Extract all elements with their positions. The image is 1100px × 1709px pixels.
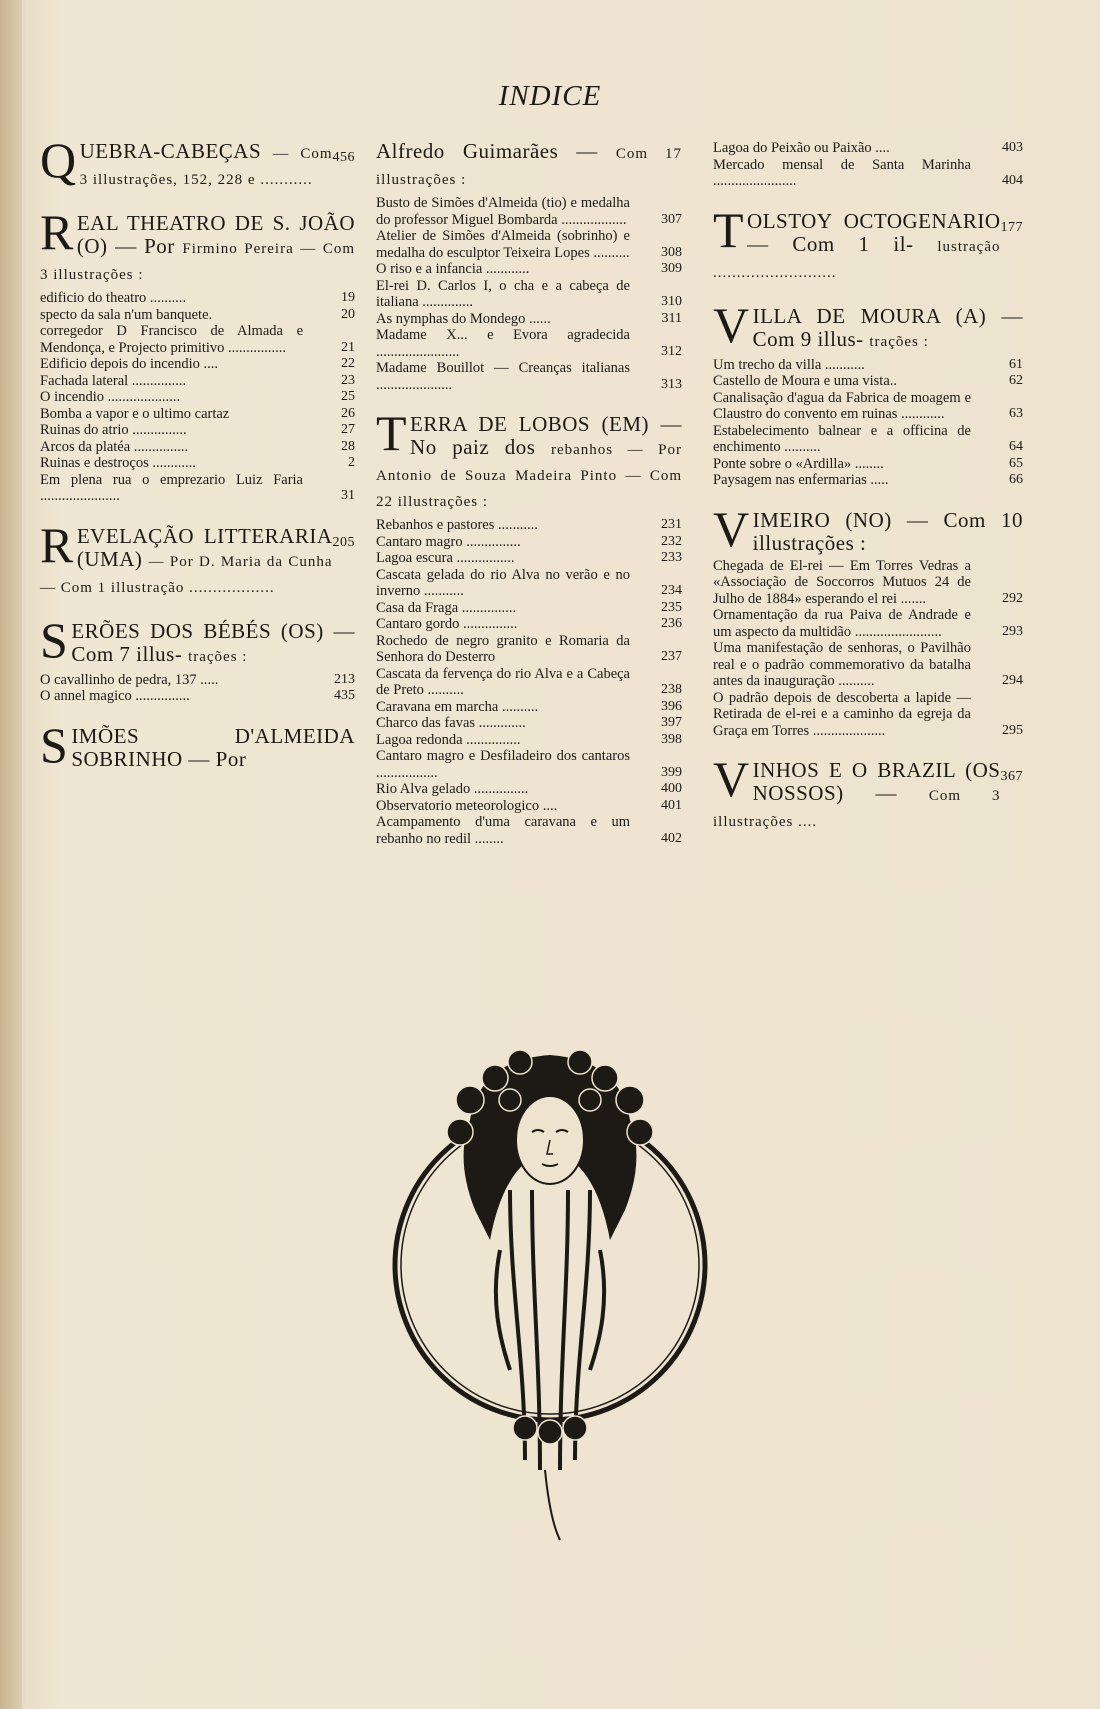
list-item: [713, 472, 1023, 489]
entry-title: EVELAÇÃO LITTERARIA (UMA): [76, 523, 333, 571]
item-text: Cantaro magro e Desfiladeiro dos cantaros .................: [376, 748, 630, 781]
illustration-list: [40, 290, 355, 505]
item-page-number: 31: [341, 488, 355, 503]
item-text: Lagoa escura ................: [376, 550, 515, 566]
item-text: Chegada de El-rei — Em Torres Vedras a «Associação de Soccorros Mutuos 24 de Julho de 1884» esperando el rei .......: [713, 557, 971, 607]
item-page-number: 232: [661, 533, 682, 549]
item-page-number: 295: [1002, 722, 1023, 738]
list-item: [713, 607, 1023, 640]
list-item: [40, 455, 355, 472]
item-page-number: 213: [334, 671, 355, 687]
item-page-number: 402: [661, 830, 682, 846]
entry-heading: [376, 405, 682, 514]
column-3: [713, 140, 1023, 854]
index-entry: [40, 611, 355, 705]
index-entry: [713, 140, 1023, 190]
item-text: As nymphas do Mondego ......: [376, 310, 551, 327]
entry-heading: [713, 201, 1023, 285]
list-item: [376, 534, 682, 551]
list-item: [713, 690, 1023, 740]
list-item: [40, 472, 355, 505]
entry-heading: [40, 516, 355, 600]
index-entry: [713, 296, 1023, 489]
item-text: Madame Bouillot — Creanças italianas .....................: [376, 360, 630, 393]
drop-initial: R: [40, 204, 74, 260]
item-text: Ponte sobre o «Ardilla» ........: [713, 455, 884, 472]
item-page-number: 403: [1002, 140, 1023, 155]
entry-title: IMÕES D'ALMEIDA SOBRINHO — Por: [71, 723, 355, 771]
item-page-number: 66: [1009, 472, 1023, 487]
item-text: Rio Alva gelado ...............: [376, 781, 529, 797]
index-entry: [376, 405, 682, 847]
item-page-number: 231: [661, 517, 682, 532]
item-page-number: 62: [1009, 373, 1023, 388]
item-page-number: 19: [341, 290, 355, 305]
item-page-number: 26: [341, 405, 355, 421]
drop-initial: V: [713, 500, 750, 557]
item-page-number: 310: [661, 294, 682, 309]
item-text: Ruinas e destroços ............: [40, 455, 196, 471]
illustration-list: [713, 140, 1023, 190]
entry-heading: [40, 716, 355, 773]
item-page-number: 399: [661, 764, 682, 780]
item-text: Bomba a vapor e o ultimo cartaz: [40, 405, 230, 422]
item-page-number: 398: [661, 731, 682, 747]
item-text: Acampamento d'uma caravana e um rebanho no redil ........: [376, 814, 630, 847]
item-text: Atelier de Simões d'Almeida (sobrinho) e medalha do esculptor Teixeira Lopes ..........: [376, 228, 630, 261]
illustration-list: [376, 517, 682, 847]
entry-page-number: 456: [332, 150, 355, 165]
entry-title: INHOS E O BRAZIL (OS NOSSOS) —: [752, 758, 1001, 805]
drop-initial: S: [40, 716, 69, 773]
item-text: Rochedo de negro granito e Romaria da Senhora do Desterro: [376, 632, 630, 665]
list-item: [40, 307, 355, 324]
item-text: O riso e a infancia ............: [376, 261, 530, 277]
entry-page-number: 367: [1000, 769, 1023, 784]
item-text: Caravana em marcha ..........: [376, 698, 539, 715]
list-item: [40, 439, 355, 456]
item-page-number: 23: [341, 372, 355, 388]
index-entry: [40, 516, 355, 600]
list-item: [376, 781, 682, 798]
item-text: Arcos da platéa ...............: [40, 438, 189, 455]
page-title: INDICE: [498, 80, 602, 112]
item-text: Paysagem nas enfermarias .....: [713, 472, 889, 488]
item-text: edificio do theatro ..........: [40, 290, 187, 306]
entry-title: ERÕES DOS BÉBÉS (OS) — Com 7 illus-: [71, 618, 355, 666]
item-text: Ornamentação da rua Paiva de Andrade e um aspecto da multidão ........................: [713, 607, 971, 640]
list-item: [40, 323, 355, 356]
item-text: Rebanhos e pastores ...........: [376, 517, 538, 533]
item-text: Edificio depois do incendio ....: [40, 356, 218, 372]
item-text: Mercado mensal de Santa Marinha .......................: [713, 156, 971, 189]
item-page-number: 64: [1009, 439, 1023, 454]
item-page-number: 435: [334, 688, 355, 703]
item-page-number: 313: [661, 376, 682, 392]
entry-title: ILLA DE MOURA (A) — Com 9 illus-: [752, 303, 1023, 351]
item-text: Charco das favas .............: [376, 715, 526, 731]
index-entry: [40, 132, 355, 192]
illustration-list: [713, 357, 1023, 489]
entry-subtitle: — Com 3 illustrações, 152, 228 e ...........: [79, 146, 333, 188]
list-item: [376, 517, 682, 534]
list-item: [713, 423, 1023, 456]
list-item: [713, 640, 1023, 690]
item-page-number: 22: [341, 356, 355, 371]
list-item: [40, 406, 355, 423]
item-page-number: 235: [661, 599, 682, 615]
entry-subtitle: trações :: [869, 333, 929, 350]
list-item: [713, 357, 1023, 374]
item-text: Busto de Simões d'Almeida (tio) e medalha do professor Miguel Bombarda ..................: [376, 195, 630, 228]
item-text: Em plena rua o emprezario Luiz Faria ......................: [40, 471, 303, 504]
item-page-number: 28: [341, 438, 355, 454]
entry-page-number: 205: [332, 534, 355, 550]
list-item: [713, 157, 1023, 190]
item-page-number: 61: [1009, 356, 1023, 372]
list-item: [376, 715, 682, 732]
drop-initial: T: [376, 405, 408, 461]
list-item: [376, 327, 682, 360]
list-item: [376, 550, 682, 567]
drop-initial: S: [40, 611, 69, 668]
item-text: Canalisação d'agua da Fabrica de moagem e Claustro do convento em ruinas ............: [713, 389, 971, 422]
list-item: [713, 558, 1023, 608]
index-entry: [713, 201, 1023, 285]
index-entry: [40, 204, 356, 505]
item-text: Lagoa do Peixão ou Paixão ....: [713, 140, 890, 156]
index-entry: [40, 716, 355, 773]
drop-initial: R: [40, 516, 74, 573]
item-text: El-rei D. Carlos I, o cha e a cabeça de italiana ..............: [376, 277, 630, 310]
list-item: [376, 798, 682, 815]
item-page-number: 292: [1002, 590, 1023, 606]
entry-title: EAL THEATRO DE S. JOÃO (O) — Por: [76, 211, 355, 258]
item-page-number: 308: [661, 244, 682, 260]
entry-subtitle: — Por D. Maria da Cunha — Com 1 illustração ..................: [40, 553, 333, 596]
illustration-list: [40, 672, 355, 705]
list-item: [376, 666, 682, 699]
item-text: O incendio ....................: [40, 389, 181, 405]
item-page-number: 401: [661, 797, 682, 813]
entry-subtitle: Firmino Pereira — Com 3 illustrações :: [40, 241, 356, 283]
item-text: Uma manifestação de senhoras, o Pavilhão real e o padrão commemorativo da batalha antes da inauguração ..........: [713, 640, 971, 689]
item-text: Cantaro magro ...............: [376, 533, 521, 550]
item-page-number: 309: [661, 261, 682, 276]
item-page-number: 236: [661, 616, 682, 631]
art-nouveau-ornament: [360, 1040, 740, 1550]
list-item: [376, 228, 682, 261]
item-page-number: 238: [661, 682, 682, 697]
entry-title: IMEIRO (NO) — Com 10 illustrações :: [752, 507, 1023, 555]
list-item: [40, 373, 355, 390]
column-1: [40, 132, 356, 791]
index-entry: [713, 751, 1023, 834]
entry-subtitle: Com 3 illustrações ....: [713, 788, 1001, 830]
item-page-number: 237: [661, 649, 682, 664]
drop-initial: Q: [40, 132, 77, 188]
entry-title: Alfredo Guimarães —: [376, 139, 598, 163]
list-item: [40, 356, 355, 373]
item-page-number: 20: [341, 306, 355, 322]
item-text: Cascata gelada do rio Alva no verão e no inverno ...........: [376, 566, 630, 599]
item-text: Madame X... e Evora agradecida .......................: [376, 327, 630, 360]
entry-title: UEBRA-CABEÇAS: [79, 139, 262, 163]
item-page-number: 404: [1002, 173, 1023, 188]
item-page-number: 293: [1002, 623, 1023, 639]
list-item: [376, 261, 682, 278]
list-item: [713, 456, 1023, 473]
item-text: specto da sala n'um banquete.: [40, 306, 213, 323]
binding-edge: [0, 0, 22, 1709]
list-item: [376, 360, 682, 393]
item-text: Ruinas do atrio ...............: [40, 422, 187, 438]
entry-title: ERRA DE LOBOS (EM) — No paiz dos: [410, 412, 682, 459]
list-item: [40, 672, 355, 689]
item-text: O cavallinho de pedra, 137 .....: [40, 671, 219, 688]
list-item: [376, 567, 682, 600]
item-text: corregedor D Francisco de Almada e Mendonça, e Projecto primitivo ................: [40, 323, 303, 356]
illustration-list: [713, 558, 1023, 740]
entry-heading: [40, 132, 355, 192]
item-text: O padrão depois de descoberta a lapide — Retirada de el-rei e a caminho da egreja da Graça em Torres ....................: [713, 689, 971, 739]
item-text: Cantaro gordo ...............: [376, 616, 518, 632]
item-page-number: 2: [348, 455, 355, 470]
item-text: Casa da Fraga ...............: [376, 599, 517, 616]
item-page-number: 312: [661, 343, 682, 359]
entry-page-number: 177: [1000, 219, 1023, 235]
item-text: Castello de Moura e uma vista..: [713, 373, 898, 389]
list-item: [40, 389, 355, 406]
list-item: [40, 688, 355, 705]
item-page-number: 307: [661, 211, 682, 227]
item-text: Estabelecimento balnear e a officina de enchimento ..........: [713, 422, 971, 455]
item-text: Um trecho da villa ...........: [713, 356, 865, 373]
item-page-number: 400: [661, 781, 682, 796]
entry-heading: [713, 751, 1023, 834]
entry-subtitle: trações :: [188, 648, 248, 665]
item-page-number: 397: [661, 715, 682, 730]
item-page-number: 234: [661, 583, 682, 598]
item-page-number: 27: [341, 422, 355, 437]
illustration-list: [376, 195, 682, 393]
column-2: [376, 140, 682, 867]
item-page-number: 63: [1009, 406, 1023, 421]
list-item: [376, 699, 682, 716]
item-text: Fachada lateral ...............: [40, 372, 187, 389]
item-page-number: 25: [341, 389, 355, 404]
entry-heading: [40, 204, 356, 287]
entry-subtitle: lustração ..........................: [713, 238, 1001, 281]
item-page-number: 21: [341, 339, 355, 355]
list-item: [713, 373, 1023, 390]
entry-heading: [40, 611, 355, 669]
entry-subtitle: rebanhos — Por Antonio de Souza Madeira Pinto — Com 22 illustrações :: [376, 442, 682, 510]
index-entry: [376, 140, 682, 393]
entry-title: OLSTOY OCTOGENARIO — Com 1 il-: [747, 208, 1001, 256]
item-page-number: 233: [661, 550, 682, 565]
item-text: O annel magico ...............: [40, 688, 190, 704]
list-item: [376, 616, 682, 633]
drop-initial: T: [713, 201, 745, 258]
list-item: [376, 732, 682, 749]
entry-heading: [376, 140, 682, 192]
drop-initial: V: [713, 751, 750, 807]
item-page-number: 311: [661, 310, 682, 326]
list-item: [40, 290, 355, 307]
list-item: [376, 748, 682, 781]
list-item: [713, 140, 1023, 157]
list-item: [376, 633, 682, 666]
index-entry: [713, 500, 1023, 740]
entry-subtitle: Com 17 illustrações :: [376, 146, 682, 188]
list-item: [376, 600, 682, 617]
entry-heading: [713, 500, 1023, 557]
item-page-number: 65: [1009, 455, 1023, 471]
item-page-number: 396: [661, 698, 682, 714]
item-text: Cascata da fervença do rio Alva e a Cabeça de Preto ..........: [376, 665, 630, 698]
list-item: [40, 422, 355, 439]
item-text: Lagoa redonda ...............: [376, 731, 521, 748]
list-item: [713, 390, 1023, 423]
list-item: [376, 311, 682, 328]
entry-heading: [713, 296, 1023, 354]
drop-initial: V: [713, 296, 750, 353]
list-item: [376, 195, 682, 228]
list-item: [376, 278, 682, 311]
item-text: Observatorio meteorologico ....: [376, 797, 558, 814]
list-item: [376, 814, 682, 847]
item-page-number: 294: [1002, 673, 1023, 688]
